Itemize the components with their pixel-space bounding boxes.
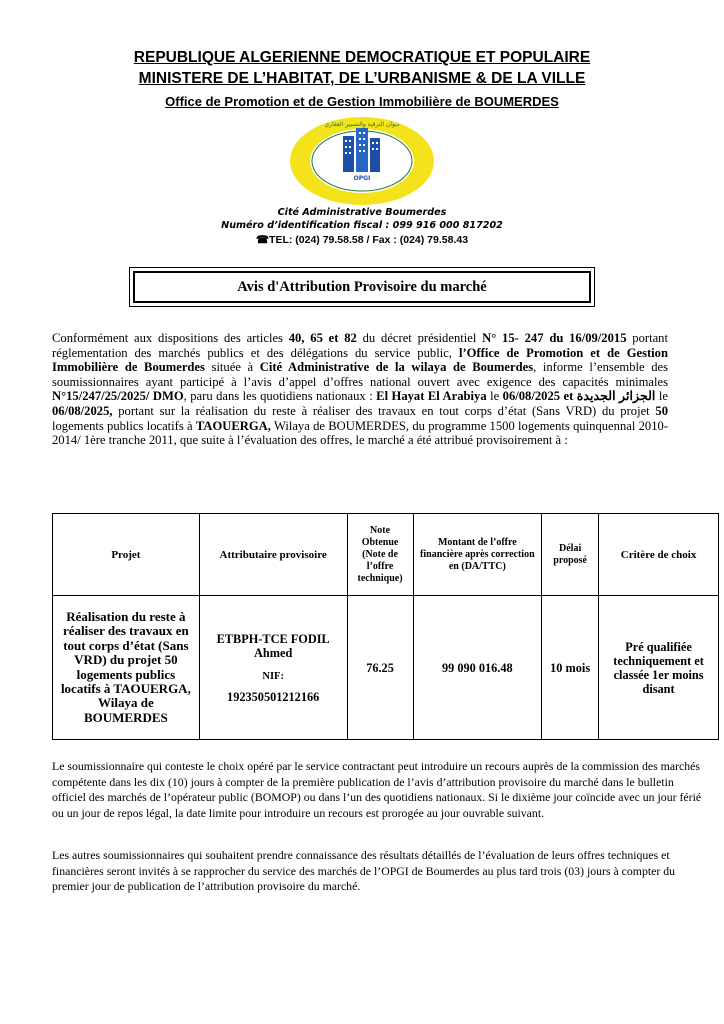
phone-fax-text: TEL: (024) 79.58.58 / Fax : (024) 79.58.43 — [269, 234, 469, 246]
col-header-montant: Montant de l’offre financière après correction en (DA/TTC) — [413, 514, 542, 596]
col-header-projet: Projet — [53, 514, 200, 596]
opgi-logo — [288, 116, 436, 206]
notice-title: Avis d'Attribution Provisoire du marché — [133, 271, 591, 303]
recourse-paragraph: Le soumissionnaire qui conteste le choix opéré par le service contractant peut introduire un recours auprès de la commission des marchés compétente dans les dix (10) jours à compter de la première publication de l’avis d’attribution provisoire du marché dans le bulletin officiel des marchés de l’opérateur public (BOMOP) ou dans l’un des quotidiens nationaux. Si le dixième jour coïncide avec un jour férié ou un jour de repos légal, la date limite pour introduire un recours est prorogée au jour ouvrable suivant. — [52, 759, 702, 820]
address-line: Cité Administrative Boumerdes — [277, 207, 447, 218]
table-header-row — [53, 514, 719, 596]
intro-paragraph: Conformément aux dispositions des articles 40, 65 et 82 du décret présidentiel N° 15- 247 du 16/09/2015 portant réglementation des marchés publics et des délégations du service public, l’Office de Promotion et de Gestion Immobilière de Boumerdes située à Cité Administrative de la wilaya de Boumerdes, informe l’ensemble des soumissionnaires ayant participé à l’avis d’appel d’offres national ouvert avec exigence des capacités minimales N°15/247/25/2025/ DMO, paru dans les quotidiens nationaux : El Hayat El Arabiya le 06/08/2025 et الجزائر الجديدة le 06/08/2025, portant sur la réalisation du reste à réaliser des travaux en tout corps d’état (Sans VRD) du projet 50 logements publics locatifs à TAOUERGA, Wilaya de BOUMERDES, du programme 1500 logements quinquennal 2010-2014/ 1ère tranche 2011, que suite à l’évaluation des offres, le marché a été attribué provisoirement à : — [52, 331, 668, 448]
telephone-icon: ☎ — [255, 234, 270, 246]
logo-arabic-text: ديوان الترقية والتسيير العقاري — [324, 121, 400, 128]
cell-delai: 10 mois — [542, 596, 599, 740]
header-republic: REPUBLIQUE ALGERIENNE DEMOCRATIQUE ET POPULAIRE — [133, 49, 591, 66]
nif-label: NIF: — [262, 670, 284, 682]
title-box — [129, 267, 595, 307]
results-paragraph: Les autres soumissionnaires qui souhaitent prendre connaissance des résultats détaillés de l’évaluation de leurs offres techniques et financières seront invités à se rapprocher du service des marchés de l’OPGI de Boumerdes au plus tard trois (03) jours à compter du premier jour de publication de l’attribution provisoire du marché. — [52, 848, 676, 894]
logo-label: OPGI — [353, 175, 371, 182]
col-header-delai: Délai proposé — [542, 514, 599, 596]
cell-montant: 99 090 016.48 — [413, 596, 542, 740]
header-office: Office de Promotion et de Gestion Immobilière de BOUMERDES — [165, 94, 559, 109]
col-header-attributaire: Attributaire provisoire — [199, 514, 347, 596]
attributaire-name: ETBPH-TCE FODIL Ahmed — [216, 631, 330, 660]
cell-projet: Réalisation du reste à réaliser des travaux en tout corps d’état (Sans VRD) du projet 50 logements publics locatifs à TAOUERGA, Wilaya de BOUMERDES — [53, 596, 200, 740]
cell-note: 76.25 — [347, 596, 413, 740]
header-ministry: MINISTERE DE L’HABITAT, DE L’URBANISME & DE LA VILLE — [138, 70, 586, 87]
phone-fax-line — [0, 234, 724, 246]
cell-critere: Pré qualifiée techniquement et classée 1er moins disant — [599, 596, 719, 740]
col-header-note: Note Obtenue (Note de l’offre technique) — [347, 514, 413, 596]
award-table — [52, 513, 719, 740]
col-header-critere: Critère de choix — [599, 514, 719, 596]
table-row — [53, 596, 719, 740]
cell-attributaire — [199, 596, 347, 740]
nif-line: Numéro d’identification fiscal : 099 916 000 817202 — [221, 220, 503, 231]
nif-value: 192350501212166 — [227, 689, 320, 704]
